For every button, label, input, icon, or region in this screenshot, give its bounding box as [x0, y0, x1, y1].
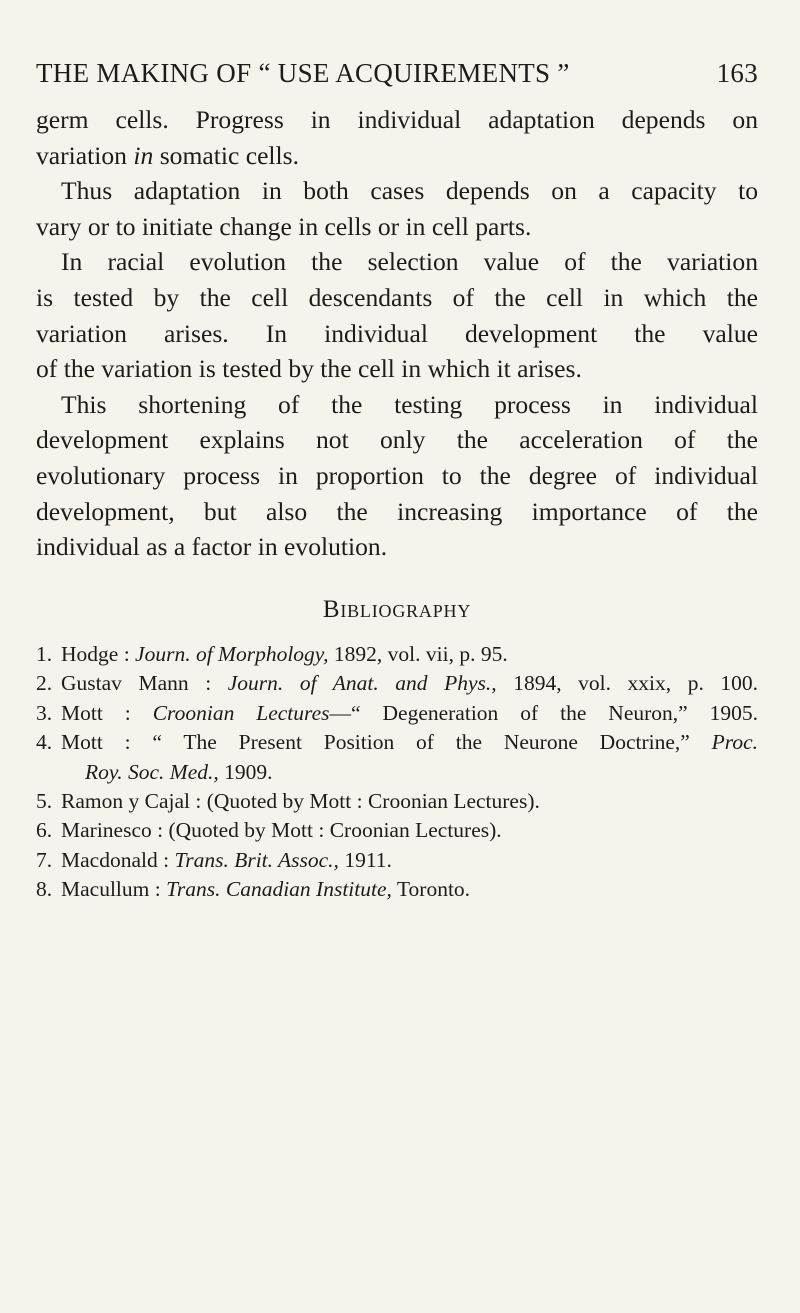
entry-text: Mott : Croonian Lectures—“ Degeneration of the Neuron,” 1905.	[61, 700, 759, 725]
body-line: In racial evolution the selection value of the variation	[61, 247, 758, 277]
bibliography-entry	[36, 728, 758, 787]
running-title: THE MAKING OF “ USE ACQUIREMENTS ”	[36, 58, 570, 88]
entry-text: Macullum : Trans. Canadian Institute, Toronto.	[61, 877, 471, 902]
body-line: development, but also the increasing importance of the	[36, 496, 758, 526]
body-line: This shortening of the testing process in individual	[61, 389, 758, 419]
bibliography-entry	[36, 669, 758, 698]
entry-number: 8.	[36, 877, 53, 902]
journal-title: Journ. of Morphology,	[135, 642, 329, 666]
entry-text: Ramon y Cajal : (Quoted by Mott : Croonian Lectures).	[61, 788, 540, 813]
italic-word: in	[133, 140, 154, 170]
bibliography-entry	[36, 816, 758, 845]
body-line: individual as a factor in evolution.	[36, 532, 388, 562]
journal-title: Croonian Lectures	[152, 700, 330, 725]
bibliography-entry	[36, 787, 758, 816]
body-text	[36, 102, 758, 565]
body-line: variation in somatic cells.	[36, 140, 300, 170]
entry-number: 3.	[36, 700, 53, 725]
entry-text-continued: Roy. Soc. Med., 1909.	[85, 759, 273, 784]
page-number: 163	[716, 58, 758, 88]
entry-text: Mott : “ The Present Position of the Neurone Doctrine,” Proc.	[61, 730, 758, 755]
bibliography-entry	[36, 875, 758, 904]
bibliography-entry	[36, 640, 758, 669]
running-head	[36, 58, 758, 94]
journal-title: Trans. Canadian Institute,	[166, 877, 392, 902]
body-line: variation arises. In individual development the value	[36, 318, 758, 348]
journal-title: Journ. of Anat. and Phys.,	[227, 671, 497, 696]
bibliography-entry	[36, 699, 758, 728]
journal-title: Roy. Soc. Med.,	[85, 759, 219, 784]
bibliography-list	[36, 640, 758, 905]
body-line: evolutionary process in proportion to the degree of individual	[36, 460, 758, 490]
entry-number: 7.	[36, 847, 53, 872]
body-line: vary or to initiate change in cells or in cell parts.	[36, 211, 532, 241]
entry-number: 6.	[36, 818, 53, 843]
bibliography-heading: Bibliography	[322, 596, 472, 623]
entry-number: 5.	[36, 788, 53, 813]
body-line: of the variation is tested by the cell in which it arises.	[36, 354, 582, 384]
entry-number: 2.	[36, 671, 53, 696]
journal-title: Proc.	[711, 730, 758, 755]
body-line: Thus adaptation in both cases depends on a capacity to	[61, 176, 758, 206]
body-line: germ cells. Progress in individual adaptation depends on	[36, 105, 758, 134]
entry-text: Marinesco : (Quoted by Mott : Croonian Lectures).	[61, 818, 502, 843]
bibliography-entry	[36, 846, 758, 875]
journal-title: Trans. Brit. Assoc.,	[174, 847, 339, 872]
entry-number: 4.	[36, 730, 53, 755]
entry-text: Macdonald : Trans. Brit. Assoc., 1911.	[61, 847, 392, 872]
entry-number: 1.	[36, 642, 53, 666]
body-line: development explains not only the acceleration of the	[36, 425, 758, 455]
entry-text: Hodge : Journ. of Morphology, 1892, vol. vii, p. 95.	[61, 642, 508, 666]
entry-text: Gustav Mann : Journ. of Anat. and Phys., 1894, vol. xxix, p. 100.	[61, 671, 758, 696]
body-line: is tested by the cell descendants of the cell in which the	[36, 282, 758, 312]
